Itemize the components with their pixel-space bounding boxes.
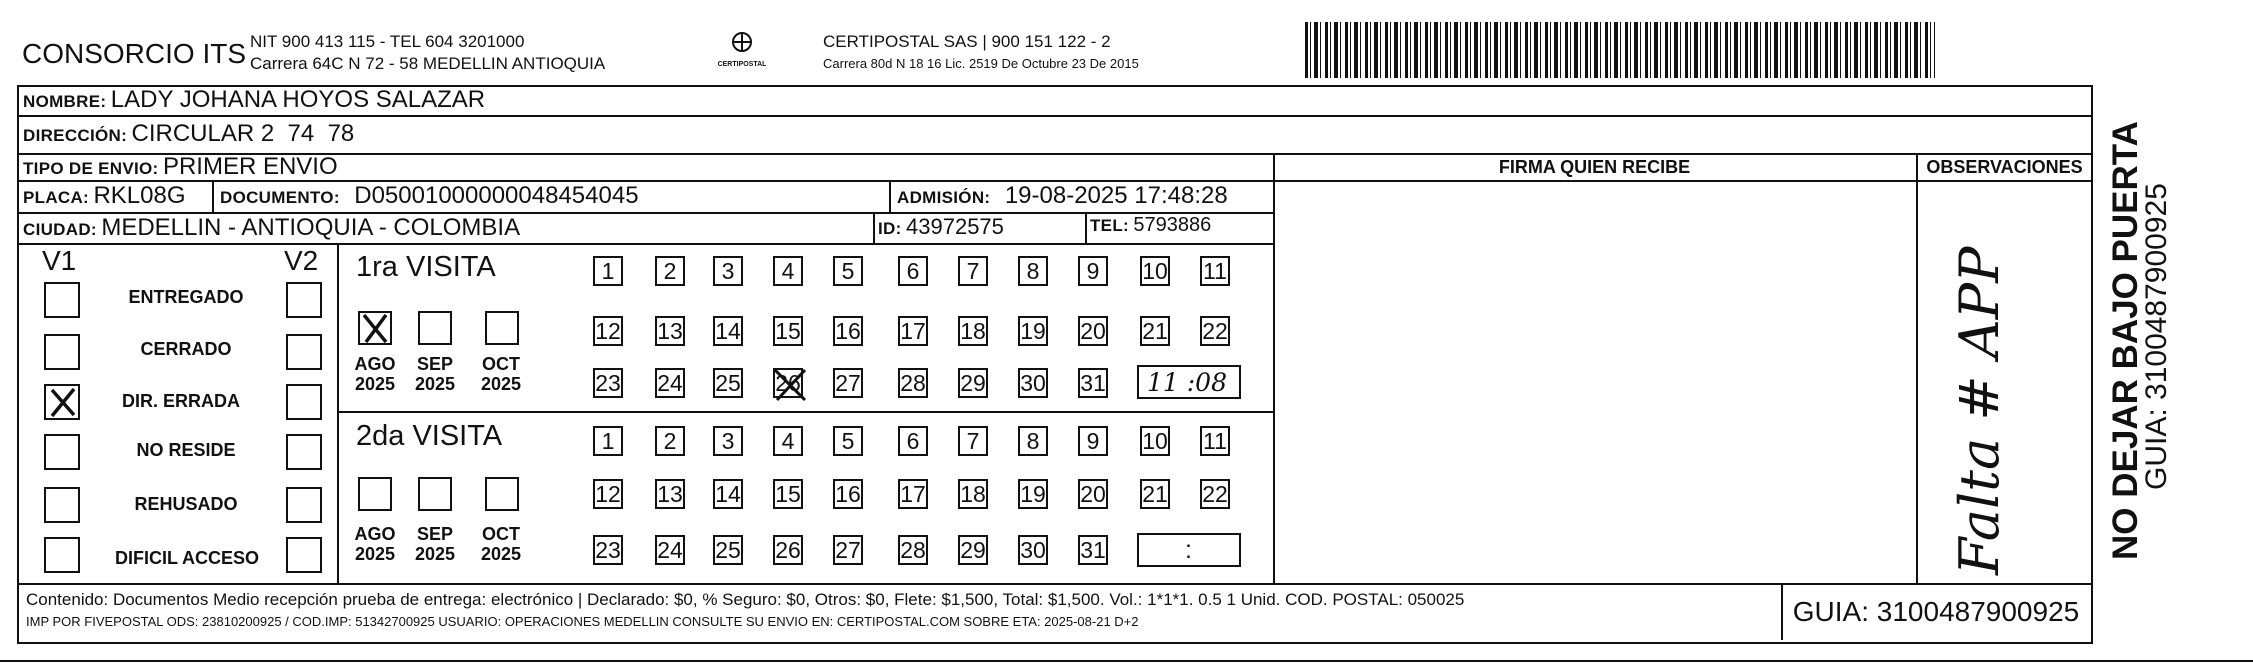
day-checkbox[interactable]: 12 xyxy=(593,479,623,509)
observacion-handwritten: Falta # APP xyxy=(1948,246,2011,575)
v1-checkbox[interactable] xyxy=(44,282,80,318)
direccion-row: DIRECCIÓN: CIRCULAR 2 74 78 xyxy=(23,120,355,147)
day-checkbox[interactable]: 3 xyxy=(713,256,743,286)
month-label: AGO 2025 xyxy=(354,524,396,564)
check-x-mark xyxy=(358,311,392,345)
carrier-name: CERTIPOSTAL SAS | 900 151 122 - 2 xyxy=(823,32,1111,51)
placa-value: RKL08G xyxy=(93,182,186,209)
admision-value: 19-08-2025 17:48:28 xyxy=(1004,182,1228,209)
day-checkbox[interactable]: 6 xyxy=(898,426,928,456)
company-nit: NIT 900 413 115 - TEL 604 3201000 xyxy=(250,32,525,51)
first-visit-title: 1ra VISITA xyxy=(356,251,496,283)
day-checkbox[interactable]: 17 xyxy=(898,316,928,346)
side-warning: NO DEJAR BAJO PUERTA xyxy=(2106,121,2145,560)
day-checkbox[interactable]: 10 xyxy=(1140,426,1170,456)
nombre-value: LADY JOHANA HOYOS SALAZAR xyxy=(110,86,486,113)
second-visit-time: : xyxy=(1185,536,1192,564)
bottom-edge xyxy=(0,660,2253,662)
day-checkbox[interactable]: 9 xyxy=(1078,426,1108,456)
day-checkbox[interactable]: 20 xyxy=(1078,479,1108,509)
day-checkbox[interactable]: 21 xyxy=(1140,479,1170,509)
v2-header: V2 xyxy=(284,245,319,276)
first-visit-time-box[interactable] xyxy=(1137,365,1241,399)
status-option: REHUSADO xyxy=(134,494,238,514)
ciudad-value: MEDELLIN - ANTIOQUIA - COLOMBIA xyxy=(101,214,521,241)
day-checkbox[interactable]: 12 xyxy=(593,316,623,346)
v1-checkbox[interactable] xyxy=(44,537,80,573)
day-checkbox[interactable]: 30 xyxy=(1018,535,1048,565)
month-label: AGO 2025 xyxy=(354,354,396,394)
day-checkbox[interactable]: 11 xyxy=(1200,256,1230,286)
firma-header: FIRMA QUIEN RECIBE xyxy=(1498,157,1691,177)
day-checkbox[interactable]: 18 xyxy=(958,316,988,346)
day-checkbox[interactable]: 20 xyxy=(1078,316,1108,346)
month-checkbox-checked[interactable] xyxy=(358,311,392,345)
day-checkbox[interactable]: 28 xyxy=(898,368,928,398)
nombre-row: NOMBRE: LADY JOHANA HOYOS SALAZAR xyxy=(23,86,486,113)
second-visit-title: 2da VISITA xyxy=(356,420,503,452)
day-checkbox[interactable]: 27 xyxy=(833,535,863,565)
month-label: SEP 2025 xyxy=(414,524,456,564)
v1-checkbox-checked[interactable] xyxy=(44,384,80,420)
footer-guia: GUIA: 3100487900925 xyxy=(1792,596,2080,627)
day-checkbox[interactable]: 26 xyxy=(773,535,803,565)
day-checkbox[interactable]: 8 xyxy=(1018,256,1048,286)
day-checkbox[interactable]: 7 xyxy=(958,426,988,456)
day-checkbox-crossed[interactable]: 26 xyxy=(773,368,803,398)
footer-imp: IMP POR FIVEPOSTAL ODS: 23810200925 / COD.IMP: 51342700925 USUARIO: OPERACIONES MEDELLIN CONSULTE SU ENVIO EN: CERTIPOSTAL.COM SOBRE ETA: 2025-08-21 D+2 xyxy=(26,614,1139,629)
status-option: ENTREGADO xyxy=(128,287,244,307)
month-label: SEP 2025 xyxy=(414,354,456,394)
v2-checkbox[interactable] xyxy=(286,384,322,420)
company-name: CONSORCIO ITS xyxy=(22,38,247,69)
day-checkbox[interactable]: 4 xyxy=(773,256,803,286)
day-checkbox[interactable]: 4 xyxy=(773,426,803,456)
day-checkbox[interactable]: 5 xyxy=(833,256,863,286)
day-checkbox[interactable]: 25 xyxy=(713,368,743,398)
day-checkbox[interactable]: 3 xyxy=(713,426,743,456)
day-checkbox[interactable]: 5 xyxy=(833,426,863,456)
observaciones-header: OBSERVACIONES xyxy=(1926,157,2083,177)
day-checkbox[interactable]: 27 xyxy=(833,368,863,398)
id-field: ID: 43972575 xyxy=(878,214,1004,239)
day-checkbox[interactable]: 30 xyxy=(1018,368,1048,398)
documento-value: D05001000000048454045 xyxy=(354,182,639,209)
day-checkbox[interactable]: 24 xyxy=(655,368,685,398)
day-checkbox[interactable]: 28 xyxy=(898,535,928,565)
day-checkbox[interactable]: 2 xyxy=(655,256,685,286)
day-checkbox[interactable]: 9 xyxy=(1078,256,1108,286)
day-checkbox[interactable]: 23 xyxy=(593,368,623,398)
v2-checkbox[interactable] xyxy=(286,434,322,470)
day-checkbox[interactable]: 8 xyxy=(1018,426,1048,456)
second-visit-time-box[interactable] xyxy=(1137,533,1241,567)
day-checkbox[interactable]: 16 xyxy=(833,316,863,346)
footer-contenido: Contenido: Documentos Medio recepción prueba de entrega: electrónico | Declarado: $0, % Seguro: $0, Otros: $0, Flete: $1,500, Total: $1,500. Vol.: 1*1*1. 0.5 1 Unid. COD. POSTAL: 050025 xyxy=(26,590,1465,609)
day-checkbox[interactable]: 19 xyxy=(1018,479,1048,509)
admision-field: ADMISIÓN: 19-08-2025 17:48:28 xyxy=(897,182,1228,209)
day-checkbox[interactable]: 31 xyxy=(1078,368,1108,398)
day-checkbox[interactable]: 13 xyxy=(655,479,685,509)
day-checkbox[interactable]: 15 xyxy=(773,316,803,346)
day-checkbox[interactable]: 11 xyxy=(1200,426,1230,456)
day-checkbox[interactable]: 2 xyxy=(655,426,685,456)
tel-value: 5793886 xyxy=(1133,214,1212,236)
day-checkbox[interactable]: 14 xyxy=(713,316,743,346)
status-option: DIFICIL ACCESO xyxy=(114,548,259,568)
certipostal-logo: CERTIPOSTAL xyxy=(712,30,772,70)
id-value: 43972575 xyxy=(906,214,1004,239)
day-checkbox[interactable]: 6 xyxy=(898,256,928,286)
documento-field: DOCUMENTO: D05001000000048454045 xyxy=(220,182,639,209)
status-option: NO RESIDE xyxy=(136,440,236,460)
day-checkbox[interactable]: 25 xyxy=(713,535,743,565)
month-checkbox[interactable] xyxy=(418,311,452,345)
day-checkbox[interactable]: 15 xyxy=(773,479,803,509)
day-checkbox[interactable]: 1 xyxy=(593,426,623,456)
tipo-envio-row: TIPO DE ENVIO: PRIMER ENVIO xyxy=(23,153,338,180)
direccion-value: CIRCULAR 2 74 78 xyxy=(131,120,355,147)
day-checkbox[interactable]: 21 xyxy=(1140,316,1170,346)
month-checkbox[interactable] xyxy=(485,477,519,511)
status-option: DIR. ERRADA xyxy=(121,391,240,411)
day-checkbox[interactable]: 7 xyxy=(958,256,988,286)
v1-checkbox[interactable] xyxy=(44,434,80,470)
month-checkbox[interactable] xyxy=(485,311,519,345)
month-checkbox[interactable] xyxy=(418,477,452,511)
check-x-mark xyxy=(44,384,80,420)
day-checkbox[interactable]: 29 xyxy=(958,535,988,565)
day-checkbox[interactable]: 23 xyxy=(593,535,623,565)
tel-field: TEL: 5793886 xyxy=(1090,214,1212,236)
month-label: OCT 2025 xyxy=(480,354,522,394)
day-checkbox[interactable]: 1 xyxy=(593,256,623,286)
placa-field: PLACA: RKL08G xyxy=(23,182,186,209)
day-checkbox[interactable]: 24 xyxy=(655,535,685,565)
first-visit-time: 11 :08 xyxy=(1147,368,1227,397)
day-checkbox[interactable]: 22 xyxy=(1200,316,1230,346)
day-checkbox[interactable]: 19 xyxy=(1018,316,1048,346)
company-address: Carrera 64C N 72 - 58 MEDELLIN ANTIOQUIA xyxy=(250,54,606,73)
barcode xyxy=(1305,22,1935,78)
day-checkbox[interactable]: 13 xyxy=(655,316,685,346)
day-checkbox[interactable]: 14 xyxy=(713,479,743,509)
day-checkbox[interactable]: 16 xyxy=(833,479,863,509)
v2-checkbox[interactable] xyxy=(286,487,322,523)
check-x-mark xyxy=(771,366,809,404)
v2-checkbox[interactable] xyxy=(286,334,322,370)
day-checkbox[interactable]: 10 xyxy=(1140,256,1170,286)
month-label: OCT 2025 xyxy=(480,524,522,564)
tipo-envio-value: PRIMER ENVIO xyxy=(162,153,338,180)
day-checkbox[interactable]: 31 xyxy=(1078,535,1108,565)
side-guia: GUIA: 3100487900925 xyxy=(2140,183,2173,490)
v1-checkbox[interactable] xyxy=(44,487,80,523)
day-checkbox[interactable]: 29 xyxy=(958,368,988,398)
status-option: CERRADO xyxy=(140,339,232,359)
carrier-address: Carrera 80d N 18 16 Lic. 2519 De Octubre 23 De 2015 xyxy=(823,56,1139,71)
month-checkbox[interactable] xyxy=(358,477,392,511)
day-checkbox[interactable]: 22 xyxy=(1200,479,1230,509)
v2-checkbox[interactable] xyxy=(286,282,322,318)
v1-checkbox[interactable] xyxy=(44,334,80,370)
ciudad-field: CIUDAD: MEDELLIN - ANTIOQUIA - COLOMBIA xyxy=(23,214,521,241)
v2-checkbox[interactable] xyxy=(286,537,322,573)
day-checkbox[interactable]: 18 xyxy=(958,479,988,509)
v1-header: V1 xyxy=(42,245,77,276)
day-checkbox[interactable]: 17 xyxy=(898,479,928,509)
